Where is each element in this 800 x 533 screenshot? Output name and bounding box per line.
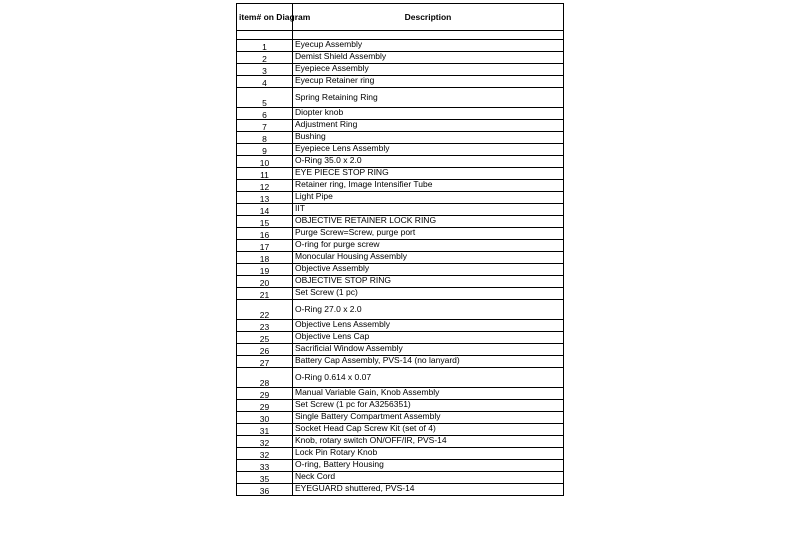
description-cell: Manual Variable Gain, Knob Assembly: [293, 388, 564, 400]
description-cell: Objective Lens Cap: [293, 332, 564, 344]
description-cell: Knob, rotary switch ON/OFF/IR, PVS-14: [293, 436, 564, 448]
table-row: [237, 484, 564, 496]
table-row: [237, 108, 564, 120]
table-row: [237, 424, 564, 436]
description-cell: Retainer ring, Image Intensifier Tube: [293, 180, 564, 192]
table-row: [237, 76, 564, 88]
table-row: [237, 40, 564, 52]
item-number-cell: 27: [237, 356, 293, 368]
item-number-cell: 6: [237, 108, 293, 120]
item-number-cell: 28: [237, 368, 293, 388]
item-number-cell: 29: [237, 388, 293, 400]
item-number-cell: 35: [237, 472, 293, 484]
header-description: Description: [293, 4, 564, 31]
item-number-cell: 25: [237, 332, 293, 344]
description-cell: Purge Screw=Screw, purge port: [293, 228, 564, 240]
table-row: [237, 332, 564, 344]
description-cell: O-ring, Battery Housing: [293, 460, 564, 472]
description-cell: OBJECTIVE STOP RING: [293, 276, 564, 288]
table-row: [237, 276, 564, 288]
table-row: [237, 356, 564, 368]
empty-row: [237, 31, 564, 40]
description-cell: Sacrificial Window Assembly: [293, 344, 564, 356]
description-cell: Battery Cap Assembly, PVS-14 (no lanyard): [293, 356, 564, 368]
description-cell: Socket Head Cap Screw Kit (set of 4): [293, 424, 564, 436]
description-cell: Neck Cord: [293, 472, 564, 484]
description-cell: IIT: [293, 204, 564, 216]
table-row: [237, 472, 564, 484]
table-row: [237, 388, 564, 400]
table-row: [237, 168, 564, 180]
table-row: [237, 180, 564, 192]
item-number-cell: 11: [237, 168, 293, 180]
table-row: [237, 460, 564, 472]
table-row: [237, 52, 564, 64]
item-number-cell: 20: [237, 276, 293, 288]
table-row: [237, 436, 564, 448]
item-number-cell: 12: [237, 180, 293, 192]
description-cell: O-ring for purge screw: [293, 240, 564, 252]
item-number-cell: 30: [237, 412, 293, 424]
table-row: [237, 448, 564, 460]
table-row: [237, 344, 564, 356]
item-number-cell: 32: [237, 448, 293, 460]
item-number-cell: 32: [237, 436, 293, 448]
item-number-cell: 36: [237, 484, 293, 496]
description-cell: Set Screw (1 pc for A3256351): [293, 400, 564, 412]
description-cell: EYE PIECE STOP RING: [293, 168, 564, 180]
table-row: [237, 240, 564, 252]
description-cell: Objective Lens Assembly: [293, 320, 564, 332]
item-number-cell: 31: [237, 424, 293, 436]
table-body: [237, 31, 564, 496]
table-row: [237, 300, 564, 320]
item-number-cell: 26: [237, 344, 293, 356]
table-row: [237, 264, 564, 276]
item-number-cell: 14: [237, 204, 293, 216]
table-row: [237, 412, 564, 424]
item-number-cell: 29: [237, 400, 293, 412]
description-cell: Set Screw (1 pc): [293, 288, 564, 300]
item-number-cell: 10: [237, 156, 293, 168]
table-row: [237, 88, 564, 108]
description-cell: Eyepiece Lens Assembly: [293, 144, 564, 156]
table-row: [237, 288, 564, 300]
description-cell: Light Pipe: [293, 192, 564, 204]
table-row: [237, 64, 564, 76]
item-number-cell: 8: [237, 132, 293, 144]
item-number-cell: 21: [237, 288, 293, 300]
description-cell: Lock Pin Rotary Knob: [293, 448, 564, 460]
parts-table: [236, 3, 564, 496]
item-number-cell: 17: [237, 240, 293, 252]
item-number-cell: 2: [237, 52, 293, 64]
item-number-cell: 5: [237, 88, 293, 108]
description-cell: O-Ring 27.0 x 2.0: [293, 300, 564, 320]
table-row: [237, 400, 564, 412]
item-number-cell: 15: [237, 216, 293, 228]
item-number-cell: 18: [237, 252, 293, 264]
description-cell: Demist Shield Assembly: [293, 52, 564, 64]
description-cell: Eyecup Retainer ring: [293, 76, 564, 88]
description-cell: OBJECTIVE RETAINER LOCK RING: [293, 216, 564, 228]
description-cell: EYEGUARD shuttered, PVS-14: [293, 484, 564, 496]
header-item-number: item# on Diagram: [237, 4, 293, 31]
description-cell: Monocular Housing Assembly: [293, 252, 564, 264]
item-number-cell: 3: [237, 64, 293, 76]
item-number-cell: 19: [237, 264, 293, 276]
description-cell: Diopter knob: [293, 108, 564, 120]
item-number-cell: 9: [237, 144, 293, 156]
description-cell: Adjustment Ring: [293, 120, 564, 132]
item-number-cell: 23: [237, 320, 293, 332]
table-row: [237, 216, 564, 228]
header-row: [237, 4, 564, 31]
description-cell: Objective Assembly: [293, 264, 564, 276]
description-cell: Eyecup Assembly: [293, 40, 564, 52]
item-number-cell: 13: [237, 192, 293, 204]
description-cell: O-Ring 35.0 x 2.0: [293, 156, 564, 168]
table-row: [237, 228, 564, 240]
table-row: [237, 320, 564, 332]
table-row: [237, 156, 564, 168]
item-number-cell: 33: [237, 460, 293, 472]
table-row: [237, 204, 564, 216]
item-number-cell: 22: [237, 300, 293, 320]
item-number-cell: 1: [237, 40, 293, 52]
description-cell: Single Battery Compartment Assembly: [293, 412, 564, 424]
description-cell: Spring Retaining Ring: [293, 88, 564, 108]
table-row: [237, 192, 564, 204]
empty-cell: [237, 31, 293, 40]
table-row: [237, 368, 564, 388]
item-number-cell: 16: [237, 228, 293, 240]
description-cell: Bushing: [293, 132, 564, 144]
description-cell: Eyepiece Assembly: [293, 64, 564, 76]
table-row: [237, 120, 564, 132]
table-row: [237, 252, 564, 264]
item-number-cell: 4: [237, 76, 293, 88]
table-row: [237, 144, 564, 156]
description-cell: O-Ring 0.614 x 0.07: [293, 368, 564, 388]
table-row: [237, 132, 564, 144]
item-number-cell: 7: [237, 120, 293, 132]
